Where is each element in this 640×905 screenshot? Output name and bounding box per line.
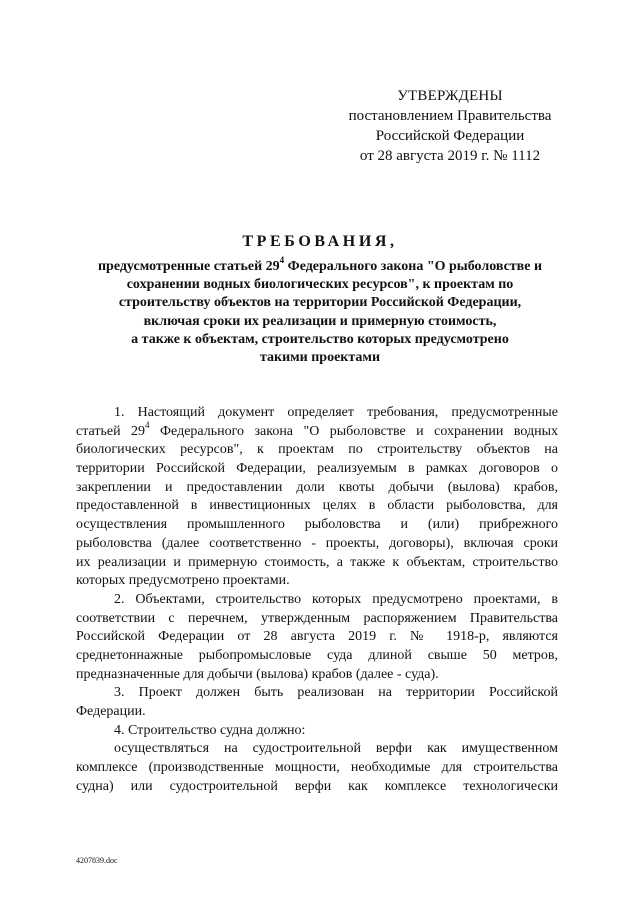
approval-line: постановлением Правительства <box>348 108 552 124</box>
paragraph-line: комплексе (производственные мощности, необходимые для строительства <box>76 760 558 776</box>
paragraph-line: Российской Федерации от 28 августа 2019 г. № 1918-р, являются <box>76 629 558 645</box>
subtitle-text: предусмотренные статьей 29 <box>97 259 280 274</box>
approval-line: Российской Федерации <box>375 128 525 144</box>
paragraph-line: 1. Настоящий документ определяет требования, предусмотренные <box>114 405 558 420</box>
subtitle-line: включая сроки их реализации и примерную стоимость, <box>143 313 497 329</box>
paragraph-line: осуществления промышленного рыболовства и (или) прибрежного <box>76 517 558 533</box>
file-name-footer: 4207839.doc <box>76 856 118 865</box>
paragraph-line: предоставленной в инвестиционных целях в области рыболовства, для <box>76 498 558 514</box>
document-body <box>76 404 558 796</box>
paragraph-line: соответствии с перечнем, утвержденным распоряжением Правительства <box>76 610 558 626</box>
subtitle-line: такими проектами <box>259 350 381 366</box>
superscript: 4 <box>145 420 150 431</box>
paragraph-line: среднетоннажные рыбопромысловые суда длиной свыше 50 метров, <box>76 647 558 663</box>
subtitle-line: строительству объектов на территории Российской Федерации, <box>118 295 522 311</box>
paragraph-line: 3. Проект должен быть реализован на территории Российской <box>114 685 558 701</box>
paragraph-line: 2. Объектами, строительство которых предусмотрено проектами, в <box>114 591 558 607</box>
paragraph-line: осуществляться на судостроительной верфи как имущественном <box>114 741 558 757</box>
document-subtitle <box>60 255 580 367</box>
paragraph-line: рыболовства (далее соответственно - проекты, договоры), включая сроки <box>76 535 558 551</box>
paragraph-line: предназначенные для добычи (вылова) крабов (далее - суда). <box>76 666 439 682</box>
subtitle-line: сохранении водных биологических ресурсов", к проектам по <box>126 277 514 293</box>
text-fragment: статьей 29 <box>76 423 146 439</box>
subtitle-text: Федерального закона "О рыболовстве и <box>284 259 543 274</box>
approval-heading: УТВЕРЖДЕНЫ <box>397 88 503 104</box>
paragraph-line <box>76 420 558 442</box>
paragraph-line: Федерации. <box>76 704 146 719</box>
paragraph-line: закреплении и предоставлении доли квоты добычи (вылова) крабов, <box>76 479 558 495</box>
superscript: 4 <box>279 255 285 266</box>
text-fragment: Федерального закона "О рыболовстве и сохранении водных <box>149 423 558 439</box>
paragraph-line: территории Российской Федерации, реализуемым в рамках договоров о <box>76 461 558 477</box>
paragraph-line: которых предусмотрено проектами. <box>76 573 290 589</box>
paragraph-line: их реализации и примерную стоимость, а также к объектам, строительство <box>76 554 558 570</box>
approval-block <box>330 86 570 166</box>
approval-date-number: от 28 августа 2019 г. № 1112 <box>359 148 541 164</box>
paragraph-line: судна) или судостроительной верфи как комплексе технологически <box>76 778 558 794</box>
subtitle-line <box>60 255 580 276</box>
subtitle-line: а также к объектам, строительство которых предусмотрено <box>131 331 509 347</box>
paragraph-line: 4. Строительство судна должно: <box>114 722 306 738</box>
paragraph-line: биологических ресурсов", к проектам по строительству объектов на <box>76 442 558 458</box>
document-title: ТРЕБОВАНИЯ, <box>242 233 398 250</box>
